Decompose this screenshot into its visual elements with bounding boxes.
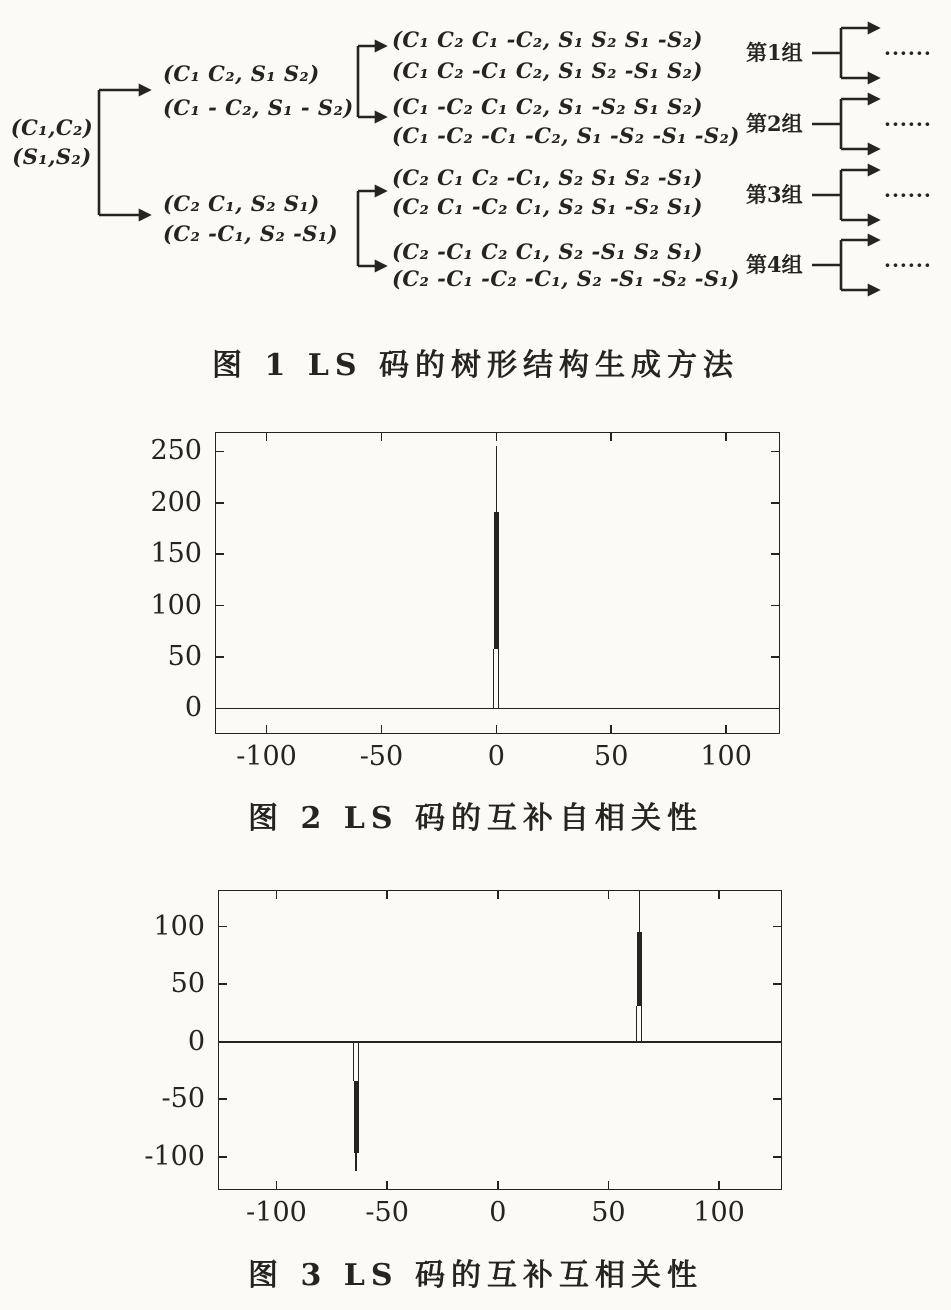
x-tick-label: 0 bbox=[487, 741, 505, 772]
ellipsis-dots: ······ bbox=[884, 183, 932, 207]
tree-node-text: (C₁ C₂ C₁ -C₂, S₁ S₂ S₁ -S₂) bbox=[392, 27, 703, 52]
y-tick-label: 200 bbox=[150, 486, 202, 518]
y-tick-label: 50 bbox=[167, 640, 202, 672]
y-axis-tick bbox=[773, 1098, 781, 1100]
x-axis-tick bbox=[276, 1181, 278, 1189]
y-tick-label: 100 bbox=[150, 589, 202, 621]
x-axis-tick bbox=[608, 891, 610, 899]
y-axis-tick bbox=[771, 451, 779, 453]
y-axis-tick bbox=[771, 656, 779, 658]
tree-node-text: (C₂ -C₁ -C₂ -C₁, S₂ -S₁ -S₂ -S₁) bbox=[392, 266, 740, 291]
tree-node-text: (C₁ -C₂ -C₁ -C₂, S₁ -S₂ -S₁ -S₂) bbox=[392, 123, 740, 148]
y-axis-tick bbox=[773, 983, 781, 985]
group-label: 第3组 bbox=[746, 182, 803, 207]
x-axis-tick bbox=[725, 433, 727, 441]
figure2-plot bbox=[150, 432, 780, 772]
ellipsis-dots: ······ bbox=[884, 253, 932, 277]
spike-segment bbox=[354, 1081, 359, 1153]
x-tick-label: -100 bbox=[246, 1197, 307, 1228]
y-tick-label: -100 bbox=[144, 1140, 205, 1172]
tree-node-text: (C₂ -C₁ C₂ C₁, S₂ -S₁ S₂ S₁) bbox=[392, 239, 703, 264]
x-axis-tick bbox=[276, 891, 278, 899]
tree-node-text: (C₁ C₂ -C₁ C₂, S₁ S₂ -S₁ S₂) bbox=[392, 58, 703, 83]
y-axis-tick bbox=[216, 605, 224, 607]
x-axis-tick bbox=[381, 725, 383, 733]
x-axis-tick bbox=[610, 725, 612, 733]
spike-segment bbox=[494, 512, 499, 649]
x-axis-tick bbox=[608, 1181, 610, 1189]
x-tick-label: 50 bbox=[591, 1197, 626, 1228]
x-axis-tick bbox=[497, 891, 499, 899]
x-tick-label: 100 bbox=[700, 741, 752, 772]
spike-segment bbox=[637, 932, 642, 1006]
spike-segment bbox=[636, 1006, 642, 1042]
spike-segment bbox=[639, 891, 641, 932]
x-tick-label: 100 bbox=[693, 1197, 745, 1228]
spike-segment bbox=[353, 1042, 359, 1081]
x-tick-label: 0 bbox=[489, 1197, 507, 1228]
y-axis-tick bbox=[216, 656, 224, 658]
x-axis-tick bbox=[266, 725, 268, 733]
ellipsis-dots: ······ bbox=[884, 112, 932, 136]
y-tick-label: 50 bbox=[170, 968, 205, 1000]
y-tick-label: 100 bbox=[153, 910, 205, 942]
x-axis-tick bbox=[610, 433, 612, 441]
ellipsis-dots: ······ bbox=[884, 41, 932, 65]
y-tick-label: 150 bbox=[150, 538, 202, 570]
x-tick-label: -50 bbox=[359, 741, 404, 772]
x-tick-label: -100 bbox=[236, 741, 297, 772]
spike-segment bbox=[493, 649, 499, 709]
y-axis-tick bbox=[219, 1156, 227, 1158]
x-tick-label: -50 bbox=[365, 1197, 409, 1228]
x-axis-tick bbox=[381, 433, 383, 441]
tree-node-text: (C₂ -C₁, S₂ -S₁) bbox=[163, 221, 339, 246]
group-label: 第4组 bbox=[746, 252, 803, 277]
y-axis-tick bbox=[219, 983, 227, 985]
y-axis-tick bbox=[771, 502, 779, 504]
x-axis-tick bbox=[718, 891, 720, 899]
x-axis-tick bbox=[718, 1181, 720, 1189]
x-axis-tick bbox=[496, 725, 498, 733]
figure1-tree bbox=[0, 0, 951, 335]
group-label: 第1组 bbox=[746, 40, 803, 65]
y-axis-tick bbox=[216, 502, 224, 504]
x-axis-tick bbox=[266, 433, 268, 441]
x-axis-tick bbox=[497, 1181, 499, 1189]
y-axis-tick bbox=[771, 605, 779, 607]
y-axis-tick bbox=[771, 553, 779, 555]
figure3-plot bbox=[144, 890, 782, 1228]
y-axis-tick bbox=[219, 1098, 227, 1100]
tree-node-text: (C₁ -C₂ C₁ C₂, S₁ -S₂ S₁ S₂) bbox=[392, 94, 703, 119]
y-axis-tick bbox=[773, 926, 781, 928]
spike-segment bbox=[355, 1153, 357, 1170]
x-axis-tick bbox=[496, 433, 498, 441]
y-tick-label: 0 bbox=[187, 1025, 205, 1057]
x-tick-label: 50 bbox=[594, 741, 629, 772]
x-axis-tick bbox=[725, 725, 727, 733]
y-axis-tick bbox=[216, 451, 224, 453]
y-axis-tick bbox=[219, 926, 227, 928]
figure1-caption: 图 1 LS 码的树形结构生成方法 bbox=[212, 348, 739, 383]
x-axis-tick bbox=[386, 891, 388, 899]
tree-node-text: (C₂ C₁ C₂ -C₁, S₂ S₁ S₂ -S₁) bbox=[392, 165, 703, 190]
tree-node-text: (C₁ C₂, S₁ S₂) bbox=[163, 61, 320, 86]
y-tick-label: 0 bbox=[184, 692, 202, 724]
tree-node-text: (C₂ C₁ -C₂ C₁, S₂ S₁ -S₂ S₁) bbox=[392, 194, 703, 219]
tree-root-line: (C₁,C₂) bbox=[10, 115, 94, 140]
x-axis-tick bbox=[386, 1181, 388, 1189]
figure3-caption: 图 3 LS 码的互补互相关性 bbox=[248, 1258, 703, 1293]
y-axis-tick bbox=[216, 553, 224, 555]
y-tick-label: 250 bbox=[150, 435, 202, 467]
y-tick-label: -50 bbox=[161, 1083, 205, 1115]
figure2-caption: 图 2 LS 码的互补自相关性 bbox=[248, 801, 703, 836]
tree-node-text: (C₁ - C₂, S₁ - S₂) bbox=[163, 95, 354, 120]
spike-segment bbox=[496, 446, 498, 512]
group-label: 第2组 bbox=[746, 111, 803, 136]
tree-root-line: (S₁,S₂) bbox=[12, 144, 92, 169]
zero-baseline bbox=[219, 1041, 781, 1043]
y-axis-tick bbox=[773, 1156, 781, 1158]
tree-node-text: (C₂ C₁, S₂ S₁) bbox=[163, 191, 320, 216]
